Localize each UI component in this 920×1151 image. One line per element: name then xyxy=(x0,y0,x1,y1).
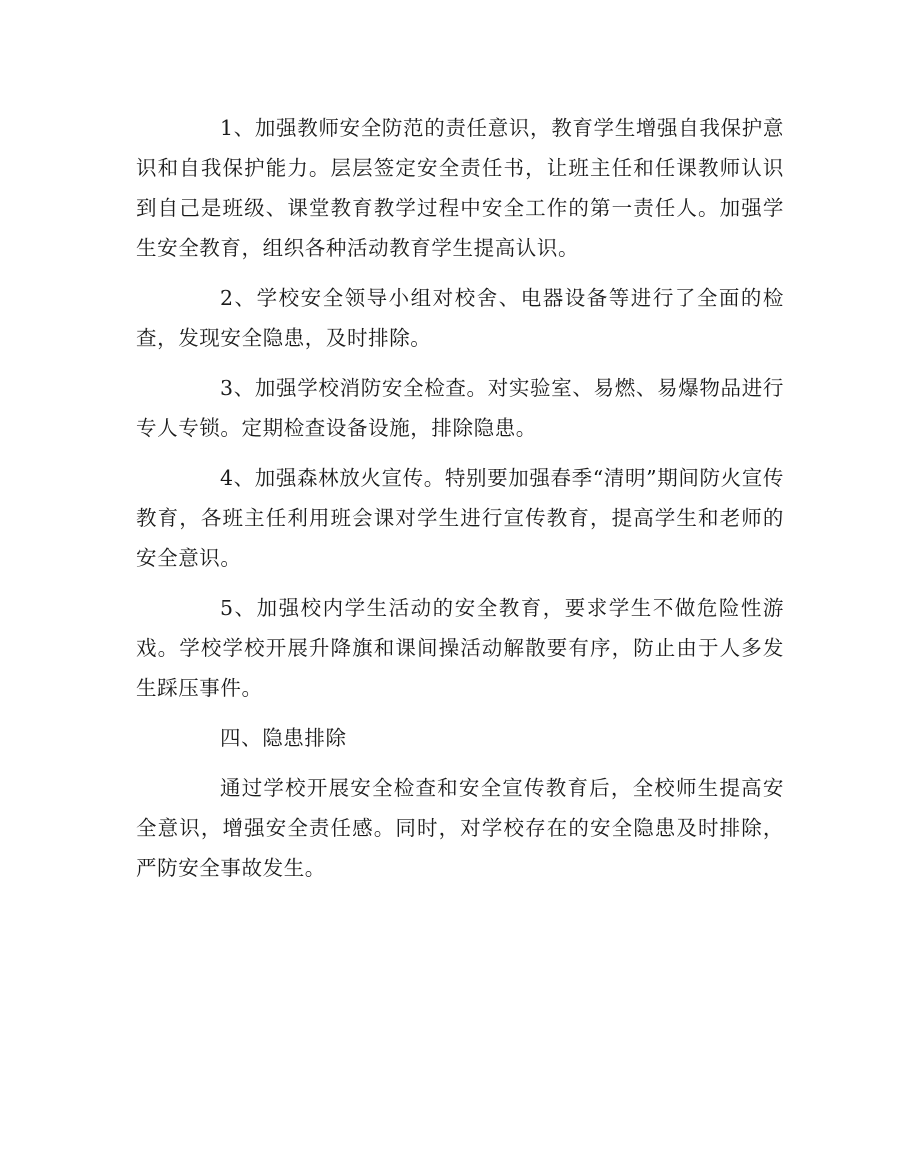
section-heading: 四、隐患排除 xyxy=(220,726,347,750)
document-body xyxy=(136,108,784,898)
paragraph-item-2: 2、学校安全领导小组对校舍、电器设备等进行了全面的检查，发现安全隐患，及时排除。 xyxy=(136,286,784,350)
paragraph-item-5: 5、加强校内学生活动的安全教育，要求学生不做危险性游戏。学校学校开展升降旗和课间操活动解散要有序，防止由于人多发生踩压事件。 xyxy=(136,596,784,700)
paragraph-item-3: 3、加强学校消防安全检查。对实验室、易燃、易爆物品进行专人专锁。定期检查设备设施，排除隐患。 xyxy=(136,376,784,440)
paragraph-item-1: 1、加强教师安全防范的责任意识，教育学生增强自我保护意识和自我保护能力。层层签定安全责任书，让班主任和任课教师认识到自己是班级、课堂教育教学过程中安全工作的第一责任人。加强学生安全教育，组织各种活动教育学生提高认识。 xyxy=(136,116,784,260)
paragraph-summary: 通过学校开展安全检查和安全宣传教育后，全校师生提高安全意识，增强安全责任感。同时，对学校存在的安全隐患及时排除，严防安全事故发生。 xyxy=(136,776,784,880)
paragraph-item-4: 4、加强森林放火宣传。特别要加强春季“清明”期间防火宣传教育，各班主任利用班会课对学生进行宣传教育，提高学生和老师的安全意识。 xyxy=(136,466,784,570)
